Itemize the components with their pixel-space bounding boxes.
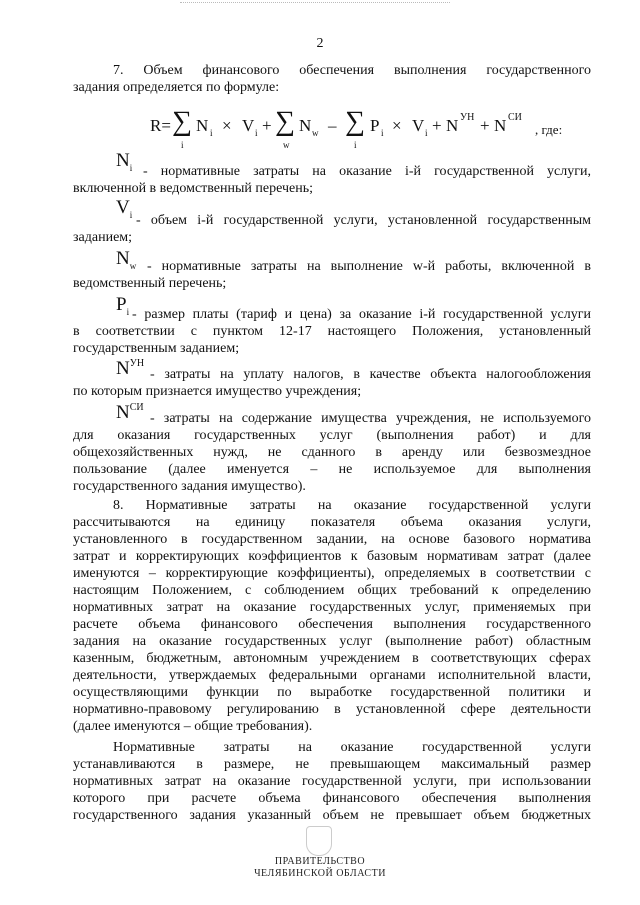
sum2-index: w (283, 140, 290, 150)
formula-nun: N (446, 116, 459, 135)
sum1-index: i (181, 140, 184, 150)
symbol-nw: $N_w$ (116, 248, 137, 271)
para-last-line3: нормативных затрат на оказание государственной услуги, при использовании (73, 774, 591, 789)
formula-minus: – (328, 116, 337, 135)
item8-line8: расчете объема финансового обеспечения выполнения государственного (73, 617, 591, 632)
formula-where: , где: (535, 122, 563, 137)
formula-plus-1: + (262, 116, 272, 135)
formula-v2-sub: i (425, 128, 428, 138)
formula-nsi: N (494, 116, 507, 135)
item8-line9: задания на оказание государственных услуг (выполнение работ) областным (73, 634, 591, 649)
formula-vi-sub: i (255, 128, 258, 138)
def-nun-line2: по которым признается имущество учреждения; (73, 384, 362, 399)
def-vi-line2: заданием; (73, 230, 133, 245)
item8-line7: нормативных затрат на оказание государственных услуг, применяемых при (73, 600, 591, 615)
item7-line1: 7. Объем финансового обеспечения выполнения государственного (113, 63, 591, 78)
item8-line5: именуются – корректирующие коэффициенты), определяемых в соответствии с (73, 566, 591, 581)
def-pi-line2: в соответствии с пунктом 12-17 настоящего Положения, установленный (73, 324, 591, 339)
scan-artifact (180, 2, 450, 7)
item8-line12: осуществляющими функции по выработке государственной политики и (73, 685, 591, 700)
para-last-line5: государственного задания указанный объем не превышает объем бюджетных (73, 808, 591, 823)
item8-line10: казенным, бюджетным, автономным учреждением в соответствующих сферах (73, 651, 591, 666)
def-ni-line1: - нормативные затраты на оказание i-й государственной услуги, (143, 164, 591, 179)
symbol-nun: $N^{УН}$ (116, 358, 145, 379)
item8-line4: затрат и корректирующих коэффициентов к базовым нормативам затрат (далее (73, 549, 591, 564)
formula-times-1: × (222, 116, 232, 135)
formula-v2: V (412, 116, 425, 135)
para-last-line1: Нормативные затраты на оказание государственной услуги (113, 740, 591, 755)
def-nsi-line2: для оказания государственных услуг (выполнения работ) и для (73, 428, 591, 443)
item8-line11: деятельности, утверждаемых федеральными органами исполнительной власти, (73, 668, 591, 683)
page-number: 2 (316, 36, 324, 51)
symbol-pi: $P_i$ (116, 294, 130, 317)
item8-line1: 8. Нормативные затраты на оказание государственной услуги (113, 498, 591, 513)
coat-of-arms-emblem (306, 826, 332, 856)
symbol-nsi: $N^{СИ}$ (116, 402, 144, 423)
formula-plus-3: + (480, 116, 490, 135)
formula-nsi-sup: СИ (508, 112, 522, 123)
def-nsi-line4: пользование (далее именуется – не используемое для выполнения (73, 462, 591, 477)
def-pi-line1: - размер платы (тариф и цена) за оказание i-й государственной услуги (132, 307, 591, 322)
para-last-line2: устанавливаются в размере, не превышающем максимальный размер (73, 757, 591, 772)
item8-line6: настоящим Положением, с соблюдением общих требований к определению (73, 583, 591, 598)
footer-line2: ЧЕЛЯБИНСКОЙ ОБЛАСТИ (254, 868, 386, 879)
formula-ni-sub: i (210, 128, 213, 138)
formula-nw: N (299, 116, 312, 135)
issuer-stamp (0, 856, 640, 880)
formula-nun-sup: УН (460, 112, 475, 123)
formula-plus-2: + (432, 116, 442, 135)
def-ni-line2: включенной в ведомственный перечень; (73, 181, 313, 196)
item8-line3: установленного в государственном задании, на основе базового норматива (73, 532, 591, 547)
item8-line14: (далее именуются – общие требования). (73, 719, 313, 734)
sum-sign-3: ∑ (345, 106, 365, 137)
footer-line1: ПРАВИТЕЛЬСТВО (274, 856, 366, 867)
def-nw-line1: - нормативные затраты на выполнение w-й работы, включенной в (147, 259, 591, 274)
formula-pi: P (370, 116, 380, 135)
item8-line13: нормативно-правовому регулированию в установленной сфере деятельности (73, 702, 591, 717)
def-nsi-line5: государственного задания имущество). (73, 479, 306, 494)
formula-pi-sub: i (381, 128, 384, 138)
def-nw-line2: ведомственный перечень; (73, 276, 227, 291)
formula-vi: V (242, 116, 255, 135)
formula-lhs: R= (150, 116, 171, 135)
symbol-ni: $N_i$ (116, 150, 133, 173)
def-pi-line3: государственным заданием; (73, 341, 240, 356)
def-vi-line1: - объем i-й государственной услуги, установленной государственным (136, 213, 591, 228)
formula-times-2: × (392, 116, 402, 135)
def-nsi-line1: - затраты на содержание имущества учреждения, не используемого (150, 411, 591, 426)
item8-line2: рассчитываются на единицу показателя объема оказания услуги, (73, 515, 591, 530)
formula-ni: N (196, 116, 209, 135)
sum-sign-2: ∑ (275, 106, 295, 137)
symbol-vi: $V_i$ (116, 197, 133, 220)
item7-line2: задания определяется по формуле: (73, 80, 280, 95)
formula-nw-sub: w (312, 128, 319, 138)
sum-sign-1: ∑ (172, 106, 192, 137)
def-nun-line1: - затраты на уплату налогов, в качестве объекта налогообложения (150, 367, 591, 382)
cost-formula (150, 106, 570, 154)
def-nsi-line3: общехозяйственных нужд, не сданного в аренду или безвозмездное (73, 445, 591, 460)
para-last-line4: которого при расчете объема финансового обеспечения выполнения (73, 791, 591, 806)
sum3-index: i (354, 140, 357, 150)
